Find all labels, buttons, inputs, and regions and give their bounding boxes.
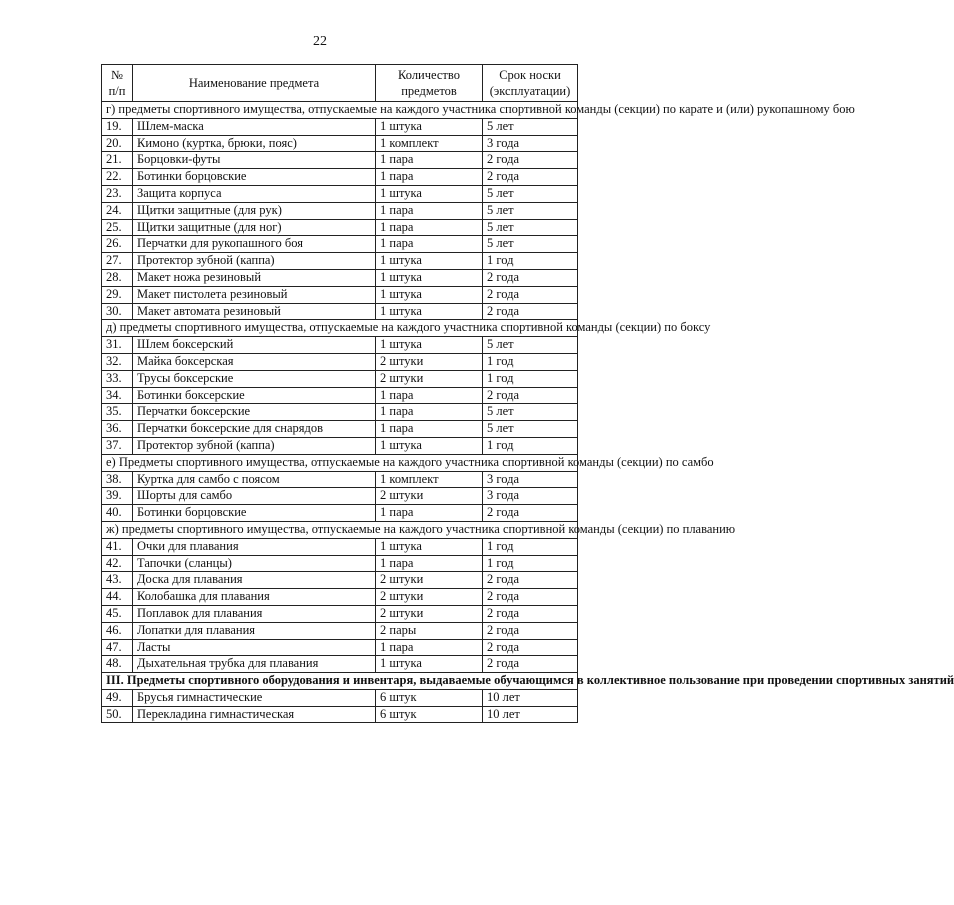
item-name: Доска для плавания [133, 572, 376, 589]
section-row [102, 320, 578, 337]
table-row [102, 387, 578, 404]
header-num: № п/п [102, 65, 133, 102]
table-row [102, 488, 578, 505]
item-quantity: 1 штука [376, 656, 483, 673]
item-term: 2 года [483, 639, 578, 656]
row-number: 36. [102, 421, 133, 438]
item-quantity: 1 штука [376, 303, 483, 320]
item-term: 5 лет [483, 236, 578, 253]
table-row [102, 118, 578, 135]
item-name: Макет пистолета резиновый [133, 286, 376, 303]
item-term: 5 лет [483, 219, 578, 236]
table-row [102, 169, 578, 186]
item-term: 5 лет [483, 118, 578, 135]
table-row [102, 605, 578, 622]
item-name: Борцовки-футы [133, 152, 376, 169]
table-row [102, 656, 578, 673]
row-number: 38. [102, 471, 133, 488]
item-term: 5 лет [483, 337, 578, 354]
item-name: Ласты [133, 639, 376, 656]
item-term: 2 года [483, 303, 578, 320]
row-number: 30. [102, 303, 133, 320]
item-quantity: 1 пара [376, 505, 483, 522]
table-row [102, 538, 578, 555]
item-term: 5 лет [483, 421, 578, 438]
row-number: 37. [102, 437, 133, 454]
table-row [102, 404, 578, 421]
table-row [102, 639, 578, 656]
table-row [102, 555, 578, 572]
page-number: 22 [313, 34, 327, 49]
item-term: 1 год [483, 437, 578, 454]
item-term: 2 года [483, 387, 578, 404]
item-term: 2 года [483, 505, 578, 522]
item-term: 3 года [483, 488, 578, 505]
item-quantity: 2 штуки [376, 353, 483, 370]
item-name: Защита корпуса [133, 185, 376, 202]
item-quantity: 1 штука [376, 337, 483, 354]
item-name: Щитки защитные (для рук) [133, 202, 376, 219]
item-name: Ботинки борцовские [133, 169, 376, 186]
item-quantity: 1 пара [376, 555, 483, 572]
section-heading: ж) предметы спортивного имущества, отпускаемые на каждого участника спортивной команды (секции) по плаванию [102, 521, 578, 538]
item-term: 3 года [483, 135, 578, 152]
row-number: 24. [102, 202, 133, 219]
section-heading: III. Предметы спортивного оборудования и инвентаря, выдаваемые обучающимся в коллективное пользование при проведении спортивных занятий [102, 673, 578, 690]
item-quantity: 1 пара [376, 404, 483, 421]
table-row [102, 622, 578, 639]
item-term: 2 года [483, 286, 578, 303]
section-row [102, 102, 578, 119]
row-number: 29. [102, 286, 133, 303]
row-number: 26. [102, 236, 133, 253]
row-number: 25. [102, 219, 133, 236]
table-row [102, 589, 578, 606]
item-quantity: 1 пара [376, 639, 483, 656]
item-term: 2 года [483, 589, 578, 606]
item-quantity: 1 комплект [376, 471, 483, 488]
item-quantity: 1 штука [376, 253, 483, 270]
table-row [102, 437, 578, 454]
section-row [102, 454, 578, 471]
item-name: Щитки защитные (для ног) [133, 219, 376, 236]
item-term: 2 года [483, 152, 578, 169]
item-name: Поплавок для плавания [133, 605, 376, 622]
item-term: 1 год [483, 370, 578, 387]
item-term: 10 лет [483, 689, 578, 706]
item-name: Шлем боксерский [133, 337, 376, 354]
row-number: 50. [102, 706, 133, 723]
table-row [102, 253, 578, 270]
row-number: 20. [102, 135, 133, 152]
item-quantity: 1 штука [376, 185, 483, 202]
row-number: 33. [102, 370, 133, 387]
item-quantity: 2 пары [376, 622, 483, 639]
item-quantity: 1 пара [376, 169, 483, 186]
item-name: Перекладина гимнастическая [133, 706, 376, 723]
row-number: 39. [102, 488, 133, 505]
item-quantity: 6 штук [376, 689, 483, 706]
item-name: Перчатки боксерские [133, 404, 376, 421]
item-quantity: 1 комплект [376, 135, 483, 152]
item-name: Перчатки боксерские для снарядов [133, 421, 376, 438]
item-term: 5 лет [483, 404, 578, 421]
item-term: 1 год [483, 538, 578, 555]
header-name: Наименование предмета [133, 65, 376, 102]
table-row [102, 471, 578, 488]
item-name: Макет автомата резиновый [133, 303, 376, 320]
item-name: Перчатки для рукопашного боя [133, 236, 376, 253]
item-name: Куртка для самбо с поясом [133, 471, 376, 488]
item-name: Протектор зубной (каппа) [133, 437, 376, 454]
row-number: 21. [102, 152, 133, 169]
row-number: 35. [102, 404, 133, 421]
item-quantity: 1 пара [376, 236, 483, 253]
row-number: 32. [102, 353, 133, 370]
item-quantity: 1 пара [376, 421, 483, 438]
item-quantity: 1 штука [376, 538, 483, 555]
item-term: 1 год [483, 555, 578, 572]
item-name: Протектор зубной (каппа) [133, 253, 376, 270]
row-number: 31. [102, 337, 133, 354]
row-number: 45. [102, 605, 133, 622]
table-row [102, 303, 578, 320]
row-number: 44. [102, 589, 133, 606]
item-quantity: 1 штука [376, 118, 483, 135]
table-row [102, 152, 578, 169]
item-quantity: 1 штука [376, 437, 483, 454]
table-row [102, 689, 578, 706]
item-term: 2 года [483, 605, 578, 622]
item-term: 5 лет [483, 185, 578, 202]
item-term: 5 лет [483, 202, 578, 219]
row-number: 40. [102, 505, 133, 522]
row-number: 46. [102, 622, 133, 639]
item-quantity: 1 пара [376, 219, 483, 236]
row-number: 49. [102, 689, 133, 706]
row-number: 43. [102, 572, 133, 589]
row-number: 22. [102, 169, 133, 186]
row-number: 19. [102, 118, 133, 135]
row-number: 23. [102, 185, 133, 202]
table-row [102, 706, 578, 723]
table-row [102, 353, 578, 370]
item-term: 1 год [483, 253, 578, 270]
row-number: 42. [102, 555, 133, 572]
table-row [102, 269, 578, 286]
item-quantity: 2 штуки [376, 370, 483, 387]
table-row [102, 286, 578, 303]
item-name: Шорты для самбо [133, 488, 376, 505]
item-name: Макет ножа резиновый [133, 269, 376, 286]
item-name: Лопатки для плавания [133, 622, 376, 639]
row-number: 41. [102, 538, 133, 555]
table-row [102, 421, 578, 438]
item-name: Очки для плавания [133, 538, 376, 555]
section-heading: г) предметы спортивного имущества, отпускаемые на каждого участника спортивной команды (секции) по карате и (или) рукопашному бою [102, 102, 578, 119]
table-row [102, 337, 578, 354]
section-heading: д) предметы спортивного имущества, отпускаемые на каждого участника спортивной команды (секции) по боксу [102, 320, 578, 337]
item-quantity: 1 пара [376, 152, 483, 169]
item-name: Дыхательная трубка для плавания [133, 656, 376, 673]
item-term: 3 года [483, 471, 578, 488]
item-name: Ботинки борцовские [133, 505, 376, 522]
header-term: Срок носки (эксплуатации) [483, 65, 578, 102]
row-number: 27. [102, 253, 133, 270]
row-number: 48. [102, 656, 133, 673]
item-name: Майка боксерская [133, 353, 376, 370]
item-term: 2 года [483, 622, 578, 639]
table-row [102, 135, 578, 152]
table-header-row [102, 65, 578, 102]
item-quantity: 1 штука [376, 269, 483, 286]
item-quantity: 2 штуки [376, 572, 483, 589]
table-body [102, 102, 954, 723]
table-row [102, 236, 578, 253]
item-term: 2 года [483, 269, 578, 286]
item-term: 2 года [483, 656, 578, 673]
section-row [102, 673, 578, 690]
header-quantity: Количество предметов [376, 65, 483, 102]
item-name: Трусы боксерские [133, 370, 376, 387]
item-quantity: 2 штуки [376, 488, 483, 505]
item-quantity: 6 штук [376, 706, 483, 723]
table-row [102, 185, 578, 202]
item-name: Кимоно (куртка, брюки, пояс) [133, 135, 376, 152]
item-term: 2 года [483, 572, 578, 589]
item-quantity: 2 штуки [376, 589, 483, 606]
item-name: Ботинки боксерские [133, 387, 376, 404]
item-quantity: 1 штука [376, 286, 483, 303]
table-row [102, 505, 578, 522]
equipment-table [101, 64, 954, 723]
item-quantity: 1 пара [376, 387, 483, 404]
section-row [102, 521, 578, 538]
table-row [102, 219, 578, 236]
item-term: 10 лет [483, 706, 578, 723]
item-name: Тапочки (сланцы) [133, 555, 376, 572]
item-name: Колобашка для плавания [133, 589, 376, 606]
item-name: Шлем-маска [133, 118, 376, 135]
item-quantity: 1 пара [376, 202, 483, 219]
table-row [102, 370, 578, 387]
row-number: 34. [102, 387, 133, 404]
table-row [102, 572, 578, 589]
item-term: 2 года [483, 169, 578, 186]
row-number: 47. [102, 639, 133, 656]
table-row [102, 202, 578, 219]
section-heading: е) Предметы спортивного имущества, отпускаемые на каждого участника спортивной команды (секции) по самбо [102, 454, 578, 471]
item-quantity: 2 штуки [376, 605, 483, 622]
row-number: 28. [102, 269, 133, 286]
item-name: Брусья гимнастические [133, 689, 376, 706]
item-term: 1 год [483, 353, 578, 370]
